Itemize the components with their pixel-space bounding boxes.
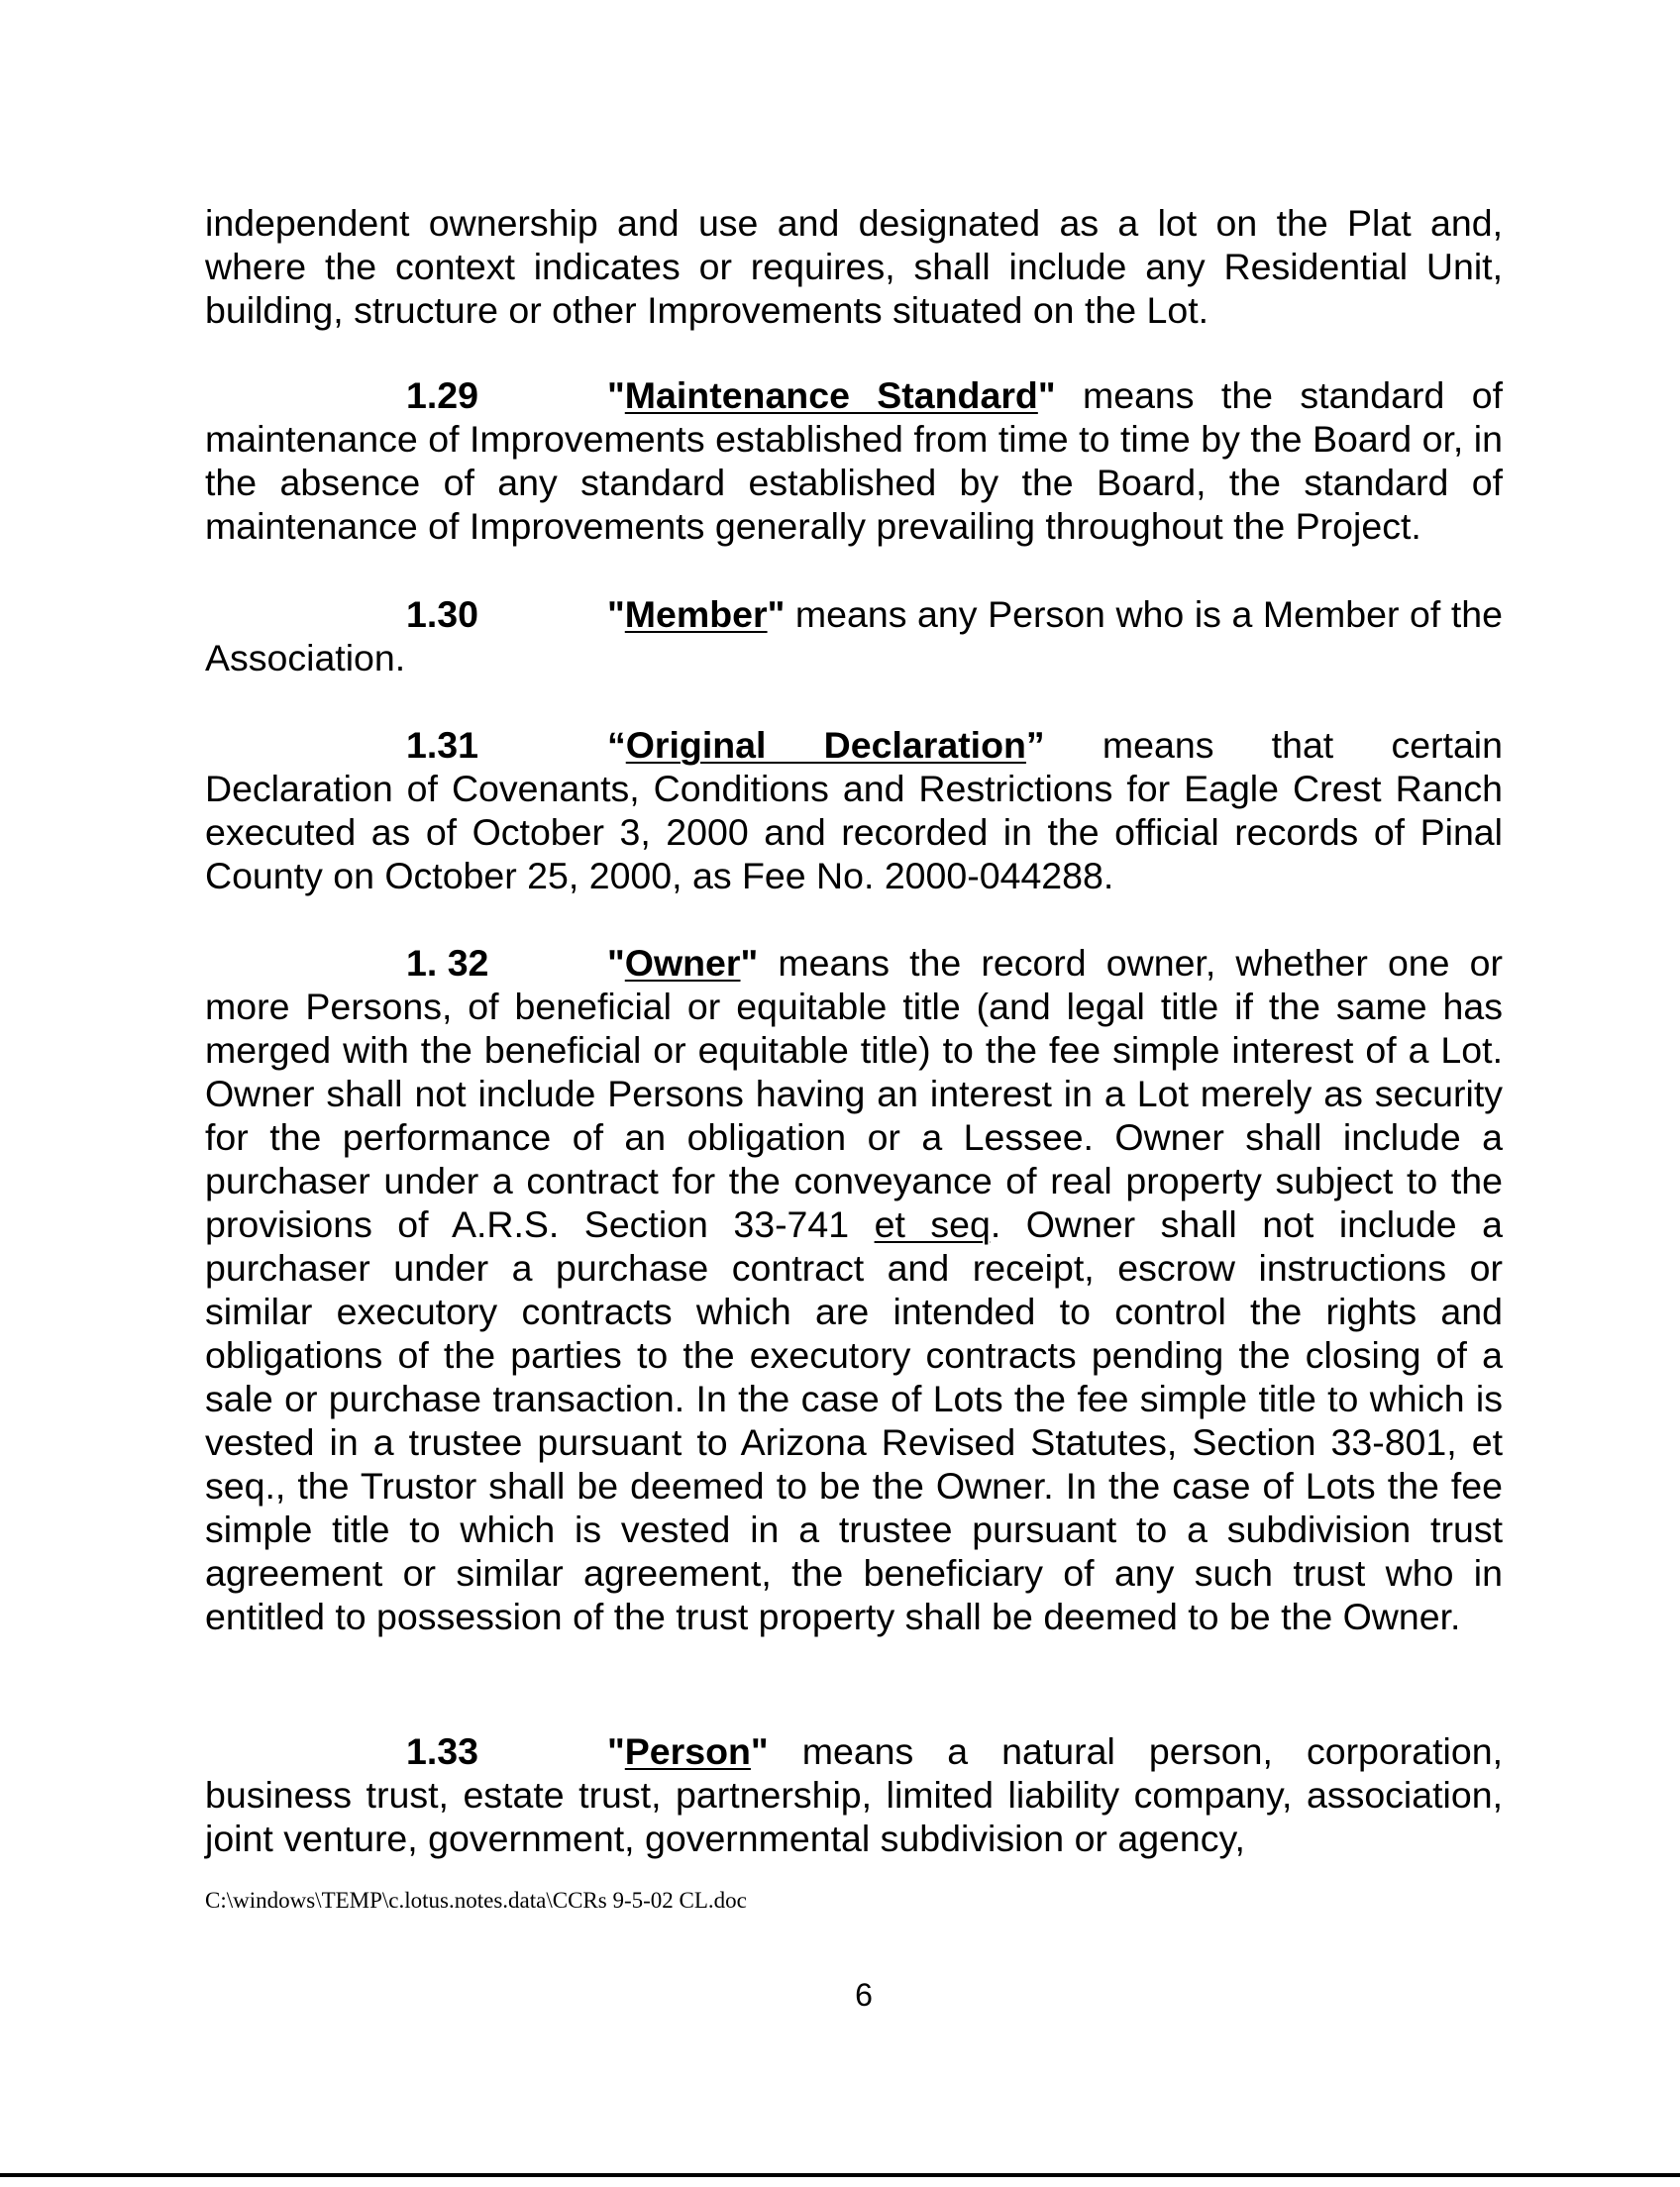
citation-et-seq: et seq (874, 1203, 991, 1245)
term-word: Original Declaration (625, 724, 1026, 766)
defined-term: "Member" (607, 593, 786, 635)
term-word: Member (624, 593, 768, 635)
section-number: 1.31 (406, 724, 478, 766)
bottom-border-line (0, 2173, 1680, 2177)
definition-text-continued: . Owner shall not include a purchaser under a purchase contract and receipt, escrow instructions or similar executory contracts which are intended to control the rights and obligations of the parties to the executory contracts pending the closing of a sale or purchase transaction. In the case of Lots the fee simple title to which is vested in a trustee pursuant to Arizona Revised Statutes, Section 33-801, et seq., the Trustor shall be deemed to be the Owner. In the case of Lots the fee simple title to which is vested in a trustee pursuant to a subdivision trust agreement or similar agreement, the beneficiary of any such trust who in entitled to possession of the trust property shall be deemed to be the Owner. (205, 1203, 1503, 1637)
term-word: Person (624, 1730, 751, 1772)
footer-file-path: C:\windows\TEMP\c.lotus.notes.data\CCRs 9-5-02 CL.doc (205, 1888, 747, 1913)
definition-text: means any Person who is a Member of the Association. (205, 593, 1503, 678)
definition-1-33 (205, 1729, 1503, 1860)
section-number: 1. 32 (406, 942, 489, 984)
section-number: 1.30 (406, 593, 478, 635)
defined-term: "Person" (607, 1730, 769, 1772)
definition-1-30 (205, 592, 1503, 679)
definition-1-32 (205, 941, 1503, 1638)
term-word: Maintenance Standard (624, 374, 1038, 416)
section-number: 1.33 (406, 1730, 478, 1772)
section-number: 1.29 (406, 374, 478, 416)
definition-text: means a natural person, corporation, business trust, estate trust, partnership, limited liability company, association, joint venture, government, governmental subdivision or agency, (205, 1730, 1503, 1859)
continuation-paragraph (205, 201, 1503, 332)
term-word: Owner (624, 942, 741, 984)
defined-term: "Owner" (607, 942, 759, 984)
definition-1-29 (205, 373, 1503, 548)
definition-text: means that certain Declaration of Covenants, Conditions and Restrictions for Eagle Crest Ranch executed as of October 3, 2000 and recorded in the official records of Pinal County on October 25, 2000, as Fee No. 2000-044288. (205, 724, 1503, 896)
definition-text: means the record owner, whether one or more Persons, of beneficial or equitable title (and legal title if the same has merged with the beneficial or equitable title) to the fee simple interest of a Lot. Owner shall not include Persons having an interest in a Lot merely as security for the performance of an obligation or a Lessee. Owner shall include a purchaser under a contract for the conveyance of real property subject to the provisions of A.R.S. Section 33-741 (205, 942, 1503, 1245)
definition-1-31 (205, 723, 1503, 897)
definition-text: means the standard of maintenance of Improvements established from time to time by the Board or, in the absence of any standard established by the Board, the standard of maintenance of Improvements generally prevailing throughout the Project. (205, 374, 1503, 547)
page-number: 6 (855, 1977, 873, 2013)
defined-term: “Original Declaration” (607, 724, 1045, 766)
defined-term: "Maintenance Standard" (607, 374, 1056, 416)
continuation-text: independent ownership and use and designated as a lot on the Plat and, where the context indicates or requires, shall include any Residential Unit, building, structure or other Improvements situated on the Lot. (205, 202, 1503, 331)
